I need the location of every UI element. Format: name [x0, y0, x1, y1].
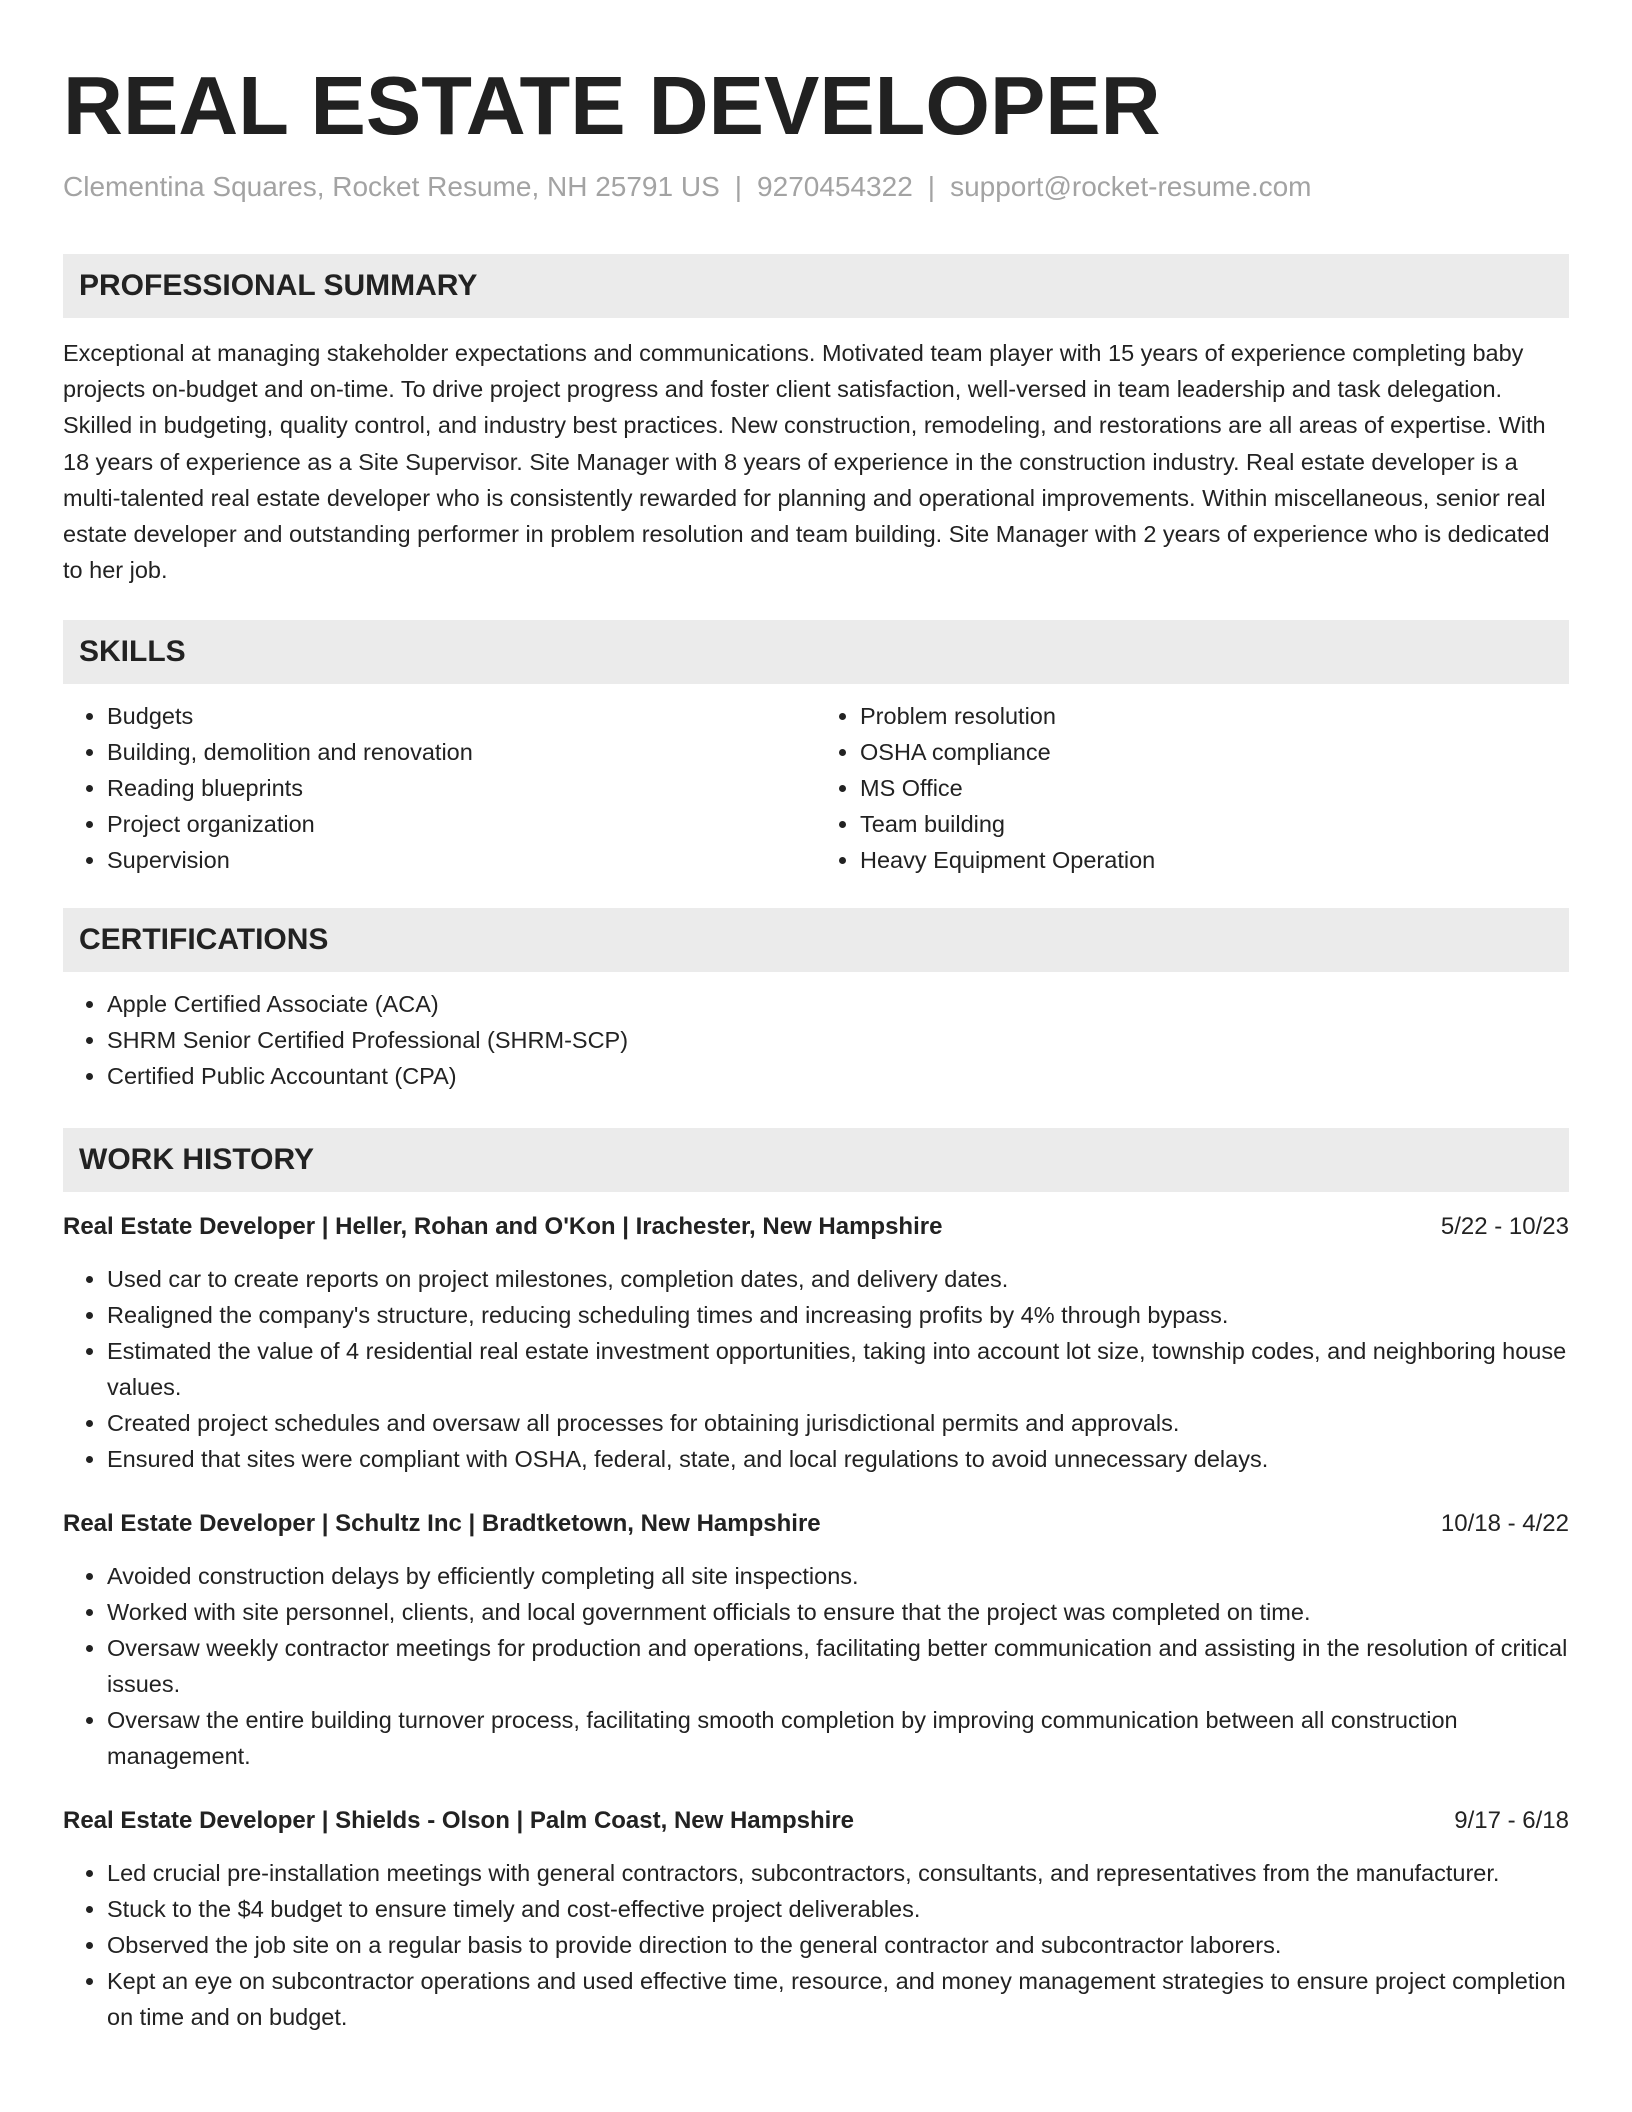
job-dates: 10/18 - 4/22 — [1440, 1510, 1569, 1538]
job-dates: 9/17 - 6/18 — [1454, 1807, 1569, 1835]
skill-item: • OSHA compliance — [860, 734, 1569, 770]
contact-address: Clementina Squares, Rocket Resume, NH 25791 US — [63, 171, 720, 202]
job-title: Real Estate Developer | Schultz Inc | Bradtketown, New Hampshire — [63, 1510, 821, 1538]
job-bullet: • Estimated the value of 4 residential real estate investment opportunities, taking into account lot size, township codes, and neighboring house values. — [107, 1333, 1569, 1405]
job-header — [63, 1507, 1569, 1541]
job-bullet: • Led crucial pre-installation meetings with general contractors, subcontractors, consultants, and representatives from the manufacturer. — [107, 1855, 1569, 1891]
skill-item: • Problem resolution — [860, 698, 1569, 734]
job-bullet: • Worked with site personnel, clients, and local government officials to ensure that the project was completed on time. — [107, 1594, 1569, 1630]
job-title: Real Estate Developer | Shields - Olson | Palm Coast, New Hampshire — [63, 1807, 855, 1835]
skills-columns — [63, 698, 1569, 878]
job-bullet: • Ensured that sites were compliant with OSHA, federal, state, and local regulations to avoid unnecessary delays. — [107, 1441, 1569, 1477]
job-bullet: • Realigned the company's structure, reducing scheduling times and increasing profits by 4% through bypass. — [107, 1297, 1569, 1333]
certification-item: • Apple Certified Associate (ACA) — [107, 986, 1569, 1022]
job-bullet: • Observed the job site on a regular basis to provide direction to the general contractor and subcontractor laborers. — [107, 1927, 1569, 1963]
skill-item: • Heavy Equipment Operation — [860, 842, 1569, 878]
certifications-section-header: CERTIFICATIONS — [63, 908, 1569, 972]
certification-item: • SHRM Senior Certified Professional (SHRM-SCP) — [107, 1022, 1569, 1058]
job-dates: 5/22 - 10/23 — [1440, 1213, 1569, 1241]
job-bullet: • Created project schedules and oversaw all processes for obtaining jurisdictional permits and approvals. — [107, 1405, 1569, 1441]
job-bullet: • Oversaw the entire building turnover process, facilitating smooth completion by improving communication between all construction management. — [107, 1702, 1569, 1774]
job-bullets — [63, 1855, 1569, 2035]
skill-item: • MS Office — [860, 770, 1569, 806]
job-bullets — [63, 1558, 1569, 1774]
work-history-section-header: WORK HISTORY — [63, 1128, 1569, 1192]
skill-item: • Reading blueprints — [107, 770, 816, 806]
job-header — [63, 1804, 1569, 1838]
job-entry — [63, 1210, 1569, 1477]
skills-column-right — [816, 698, 1569, 878]
contact-separator: | — [734, 171, 743, 202]
skill-item: • Budgets — [107, 698, 816, 734]
summary-text: Exceptional at managing stakeholder expectations and communications. Motivated team player with 15 years of experience completing baby projects on-budget and on-time. To drive project progress and foster client satisfaction, well-versed in team leadership and task delegation. Skilled in budgeting, quality control, and industry best practices. New construction, remodeling, and restorations are all areas of expertise. With 18 years of experience as a Site Supervisor. Site Manager with 8 years of experience in the construction industry. Real estate developer is a multi-talented real estate developer who is consistently rewarded for planning and operational improvements. Within miscellaneous, senior real estate developer and outstanding performer in problem resolution and team building. Site Manager with 2 years of experience who is dedicated to her job. — [63, 340, 1550, 584]
job-title: Real Estate Developer | Heller, Rohan and O'Kon | Irachester, New Hampshire — [63, 1213, 943, 1241]
job-bullet: • Used car to create reports on project milestones, completion dates, and delivery dates. — [107, 1261, 1569, 1297]
certification-item: • Certified Public Accountant (CPA) — [107, 1058, 1569, 1094]
skill-item: • Project organization — [107, 806, 816, 842]
job-bullet: • Oversaw weekly contractor meetings for production and operations, facilitating better communication and assisting in the resolution of critical issues. — [107, 1630, 1569, 1702]
job-header — [63, 1210, 1569, 1244]
certifications-list — [63, 986, 1569, 1094]
contact-email: support@rocket-resume.com — [950, 171, 1312, 202]
contact-line — [63, 170, 1569, 204]
skill-item: • Team building — [860, 806, 1569, 842]
job-bullet: • Kept an eye on subcontractor operations and used effective time, resource, and money management strategies to ensure project completion on time and on budget. — [107, 1963, 1569, 2035]
resume-title: REAL ESTATE DEVELOPER — [63, 59, 1161, 152]
contact-separator: | — [927, 171, 936, 202]
skill-item: • Supervision — [107, 842, 816, 878]
contact-phone: 9270454322 — [757, 171, 913, 202]
job-entry — [63, 1507, 1569, 1774]
job-entry — [63, 1804, 1569, 2035]
job-bullets — [63, 1261, 1569, 1477]
skills-section-header: SKILLS — [63, 620, 1569, 684]
skills-column-left — [63, 698, 816, 878]
skill-item: • Building, demolition and renovation — [107, 734, 816, 770]
job-bullet: • Avoided construction delays by efficiently completing all site inspections. — [107, 1558, 1569, 1594]
summary-section-header: PROFESSIONAL SUMMARY — [63, 254, 1569, 318]
job-bullet: • Stuck to the $4 budget to ensure timely and cost-effective project deliverables. — [107, 1891, 1569, 1927]
